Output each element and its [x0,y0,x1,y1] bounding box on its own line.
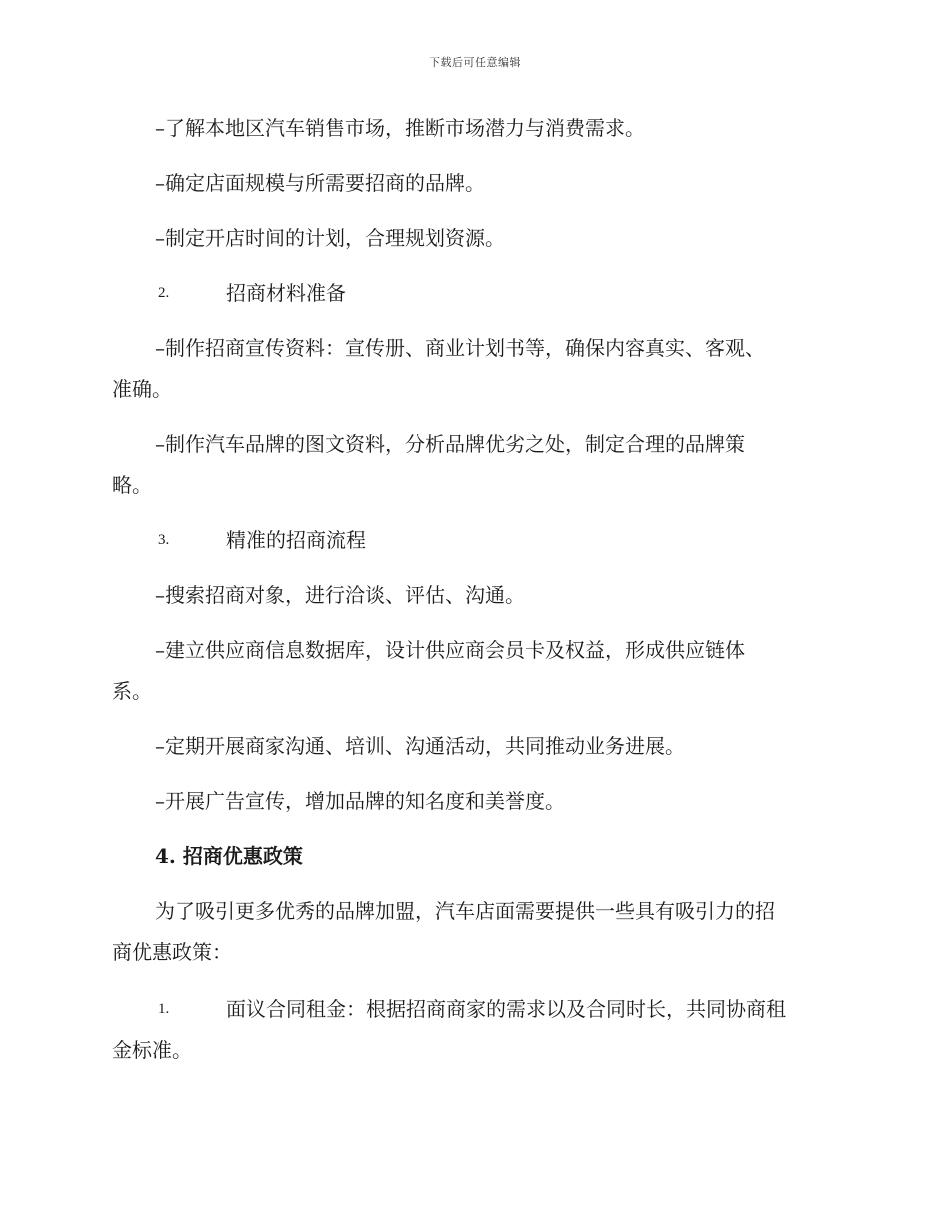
bullet-search-targets: –搜索招商对象，进行洽谈、评估、沟通。 [155,583,525,607]
bullet-promo-materials: –制作招商宣传资料：宣传册、商业计划书等，确保内容真实、客观、 [155,336,765,360]
bullet-supplier-db-cont: 系。 [112,679,152,703]
bullet-market-research: –了解本地区汽车销售市场，推断市场潜力与消费需求。 [155,116,645,140]
bullet-brand-materials: –制作汽车品牌的图文资料，分析品牌优劣之处，制定合理的品牌策 [155,432,745,456]
list-number-2: 2. [158,285,170,301]
list-item-materials: 招商材料准备 [226,281,346,305]
bullet-brand-materials-cont: 略。 [112,473,152,497]
bullet-advertising: –开展广告宣传，增加品牌的知名度和美誉度。 [155,789,565,813]
list-number-1: 1. [158,1001,170,1017]
bullet-store-scale: –确定店面规模与所需要招商的品牌。 [155,171,485,195]
list-item-process: 精准的招商流程 [226,528,366,552]
list-item-rent-cont: 金标准。 [112,1038,192,1062]
paragraph-incentives-intro: 为了吸引更多优秀的品牌加盟，汽车店面需要提供一些具有吸引力的招 [155,899,775,923]
section-heading-incentives: 4. 招商优惠政策 [155,844,303,868]
bullet-opening-plan: –制定开店时间的计划，合理规划资源。 [155,226,505,250]
list-number-3: 3. [158,532,170,548]
bullet-supplier-db: –建立供应商信息数据库，设计供应商会员卡及权益，形成供应链体 [155,638,745,662]
bullet-merchant-training: –定期开展商家沟通、培训、沟通活动，共同推动业务进展。 [155,734,685,758]
page-header: 下载后可任意编辑 [429,56,521,69]
list-item-rent: 面议合同租金：根据招商商家的需求以及合同时长，共同协商租 [226,997,786,1021]
paragraph-incentives-intro-cont: 商优惠政策： [112,940,232,964]
bullet-promo-materials-cont: 准确。 [112,377,172,401]
